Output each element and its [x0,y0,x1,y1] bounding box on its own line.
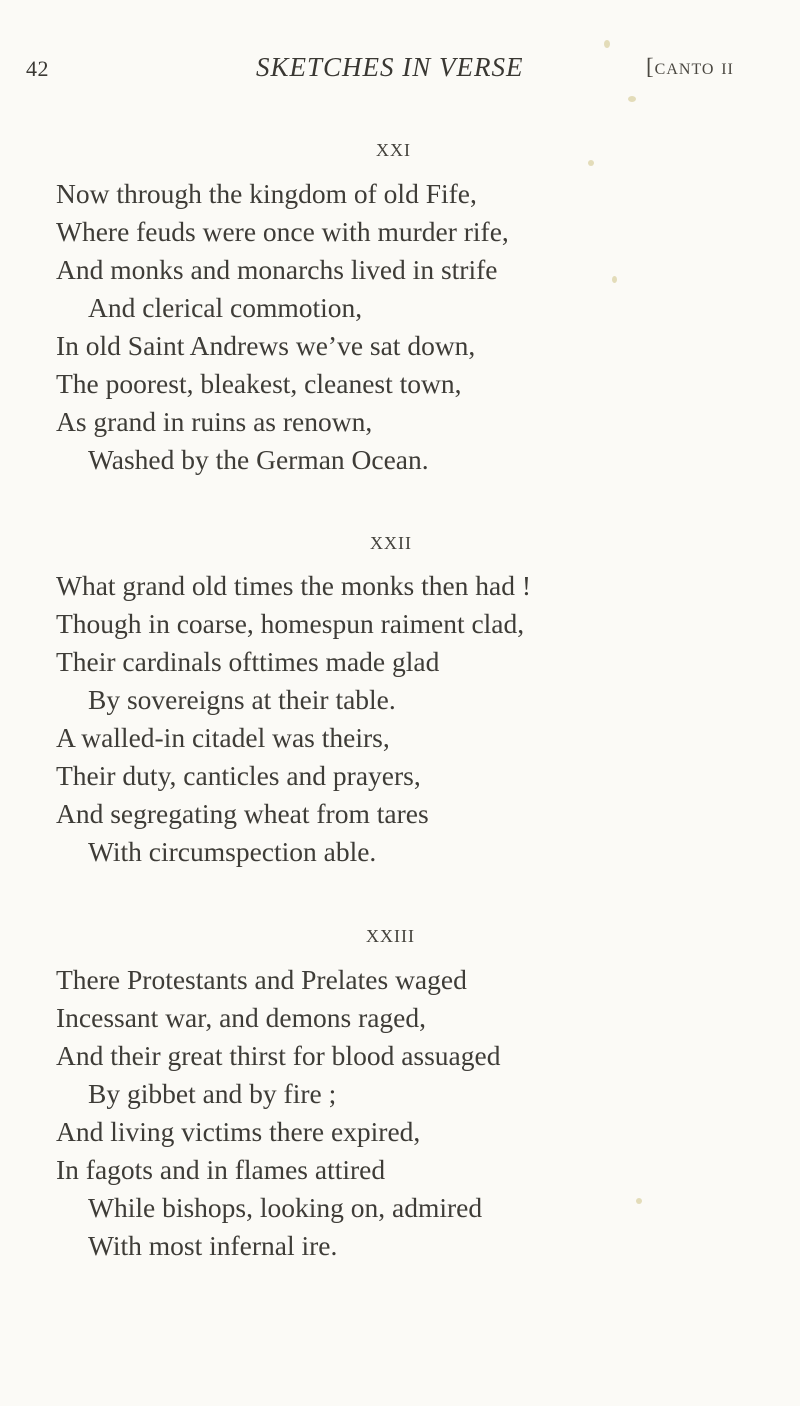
stanza-number: XXIII [366,926,415,946]
verse-line: Though in coarse, homespun raiment clad, [56,608,525,639]
verse-line: In fagots and in flames attired [56,1154,386,1185]
verse-line: With most infernal ire. [88,1230,338,1261]
stanza-number: XXII [370,533,412,553]
verse-line: In old Saint Andrews we’ve sat down, [56,330,476,361]
verse-line: And segregating wheat from tares [56,798,429,829]
canto-reference: [canto ii [646,54,734,79]
paper-speck [612,276,617,283]
verse-line: Their duty, canticles and prayers, [56,760,421,791]
verse-line: A walled-in citadel was theirs, [56,722,390,753]
running-title: SKETCHES IN VERSE [256,52,524,82]
verse-line: By sovereigns at their table. [88,684,396,715]
verse-line: Washed by the German Ocean. [88,444,429,475]
verse-line: And living victims there expired, [56,1116,421,1147]
verse-line: And their great thirst for blood assuaged [56,1040,501,1071]
verse-line: As grand in ruins as renown, [56,406,373,437]
stanza-number: XXI [376,140,411,160]
verse-line: What grand old times the monks then had ! [56,570,532,601]
verse-line: Where feuds were once with murder rife, [56,216,509,247]
verse-line: There Protestants and Prelates waged [56,964,467,995]
paper-speck [604,40,610,48]
verse-line: Now through the kingdom of old Fife, [56,178,477,209]
verse-line: With circumspection able. [88,836,377,867]
paper-speck [628,96,636,102]
verse-line: By gibbet and by fire ; [88,1078,337,1109]
paper-speck [588,160,594,166]
verse-line: Their cardinals ofttimes made glad [56,646,440,677]
paper-speck [636,1198,642,1204]
verse-line: And monks and monarchs lived in strife [56,254,498,285]
page-number: 42 [26,56,49,81]
verse-line: The poorest, bleakest, cleanest town, [56,368,462,399]
verse-line: And clerical commotion, [88,292,363,323]
verse-line: While bishops, looking on, admired [88,1192,483,1223]
running-head [26,52,796,92]
verse-line: Incessant war, and demons raged, [56,1002,427,1033]
